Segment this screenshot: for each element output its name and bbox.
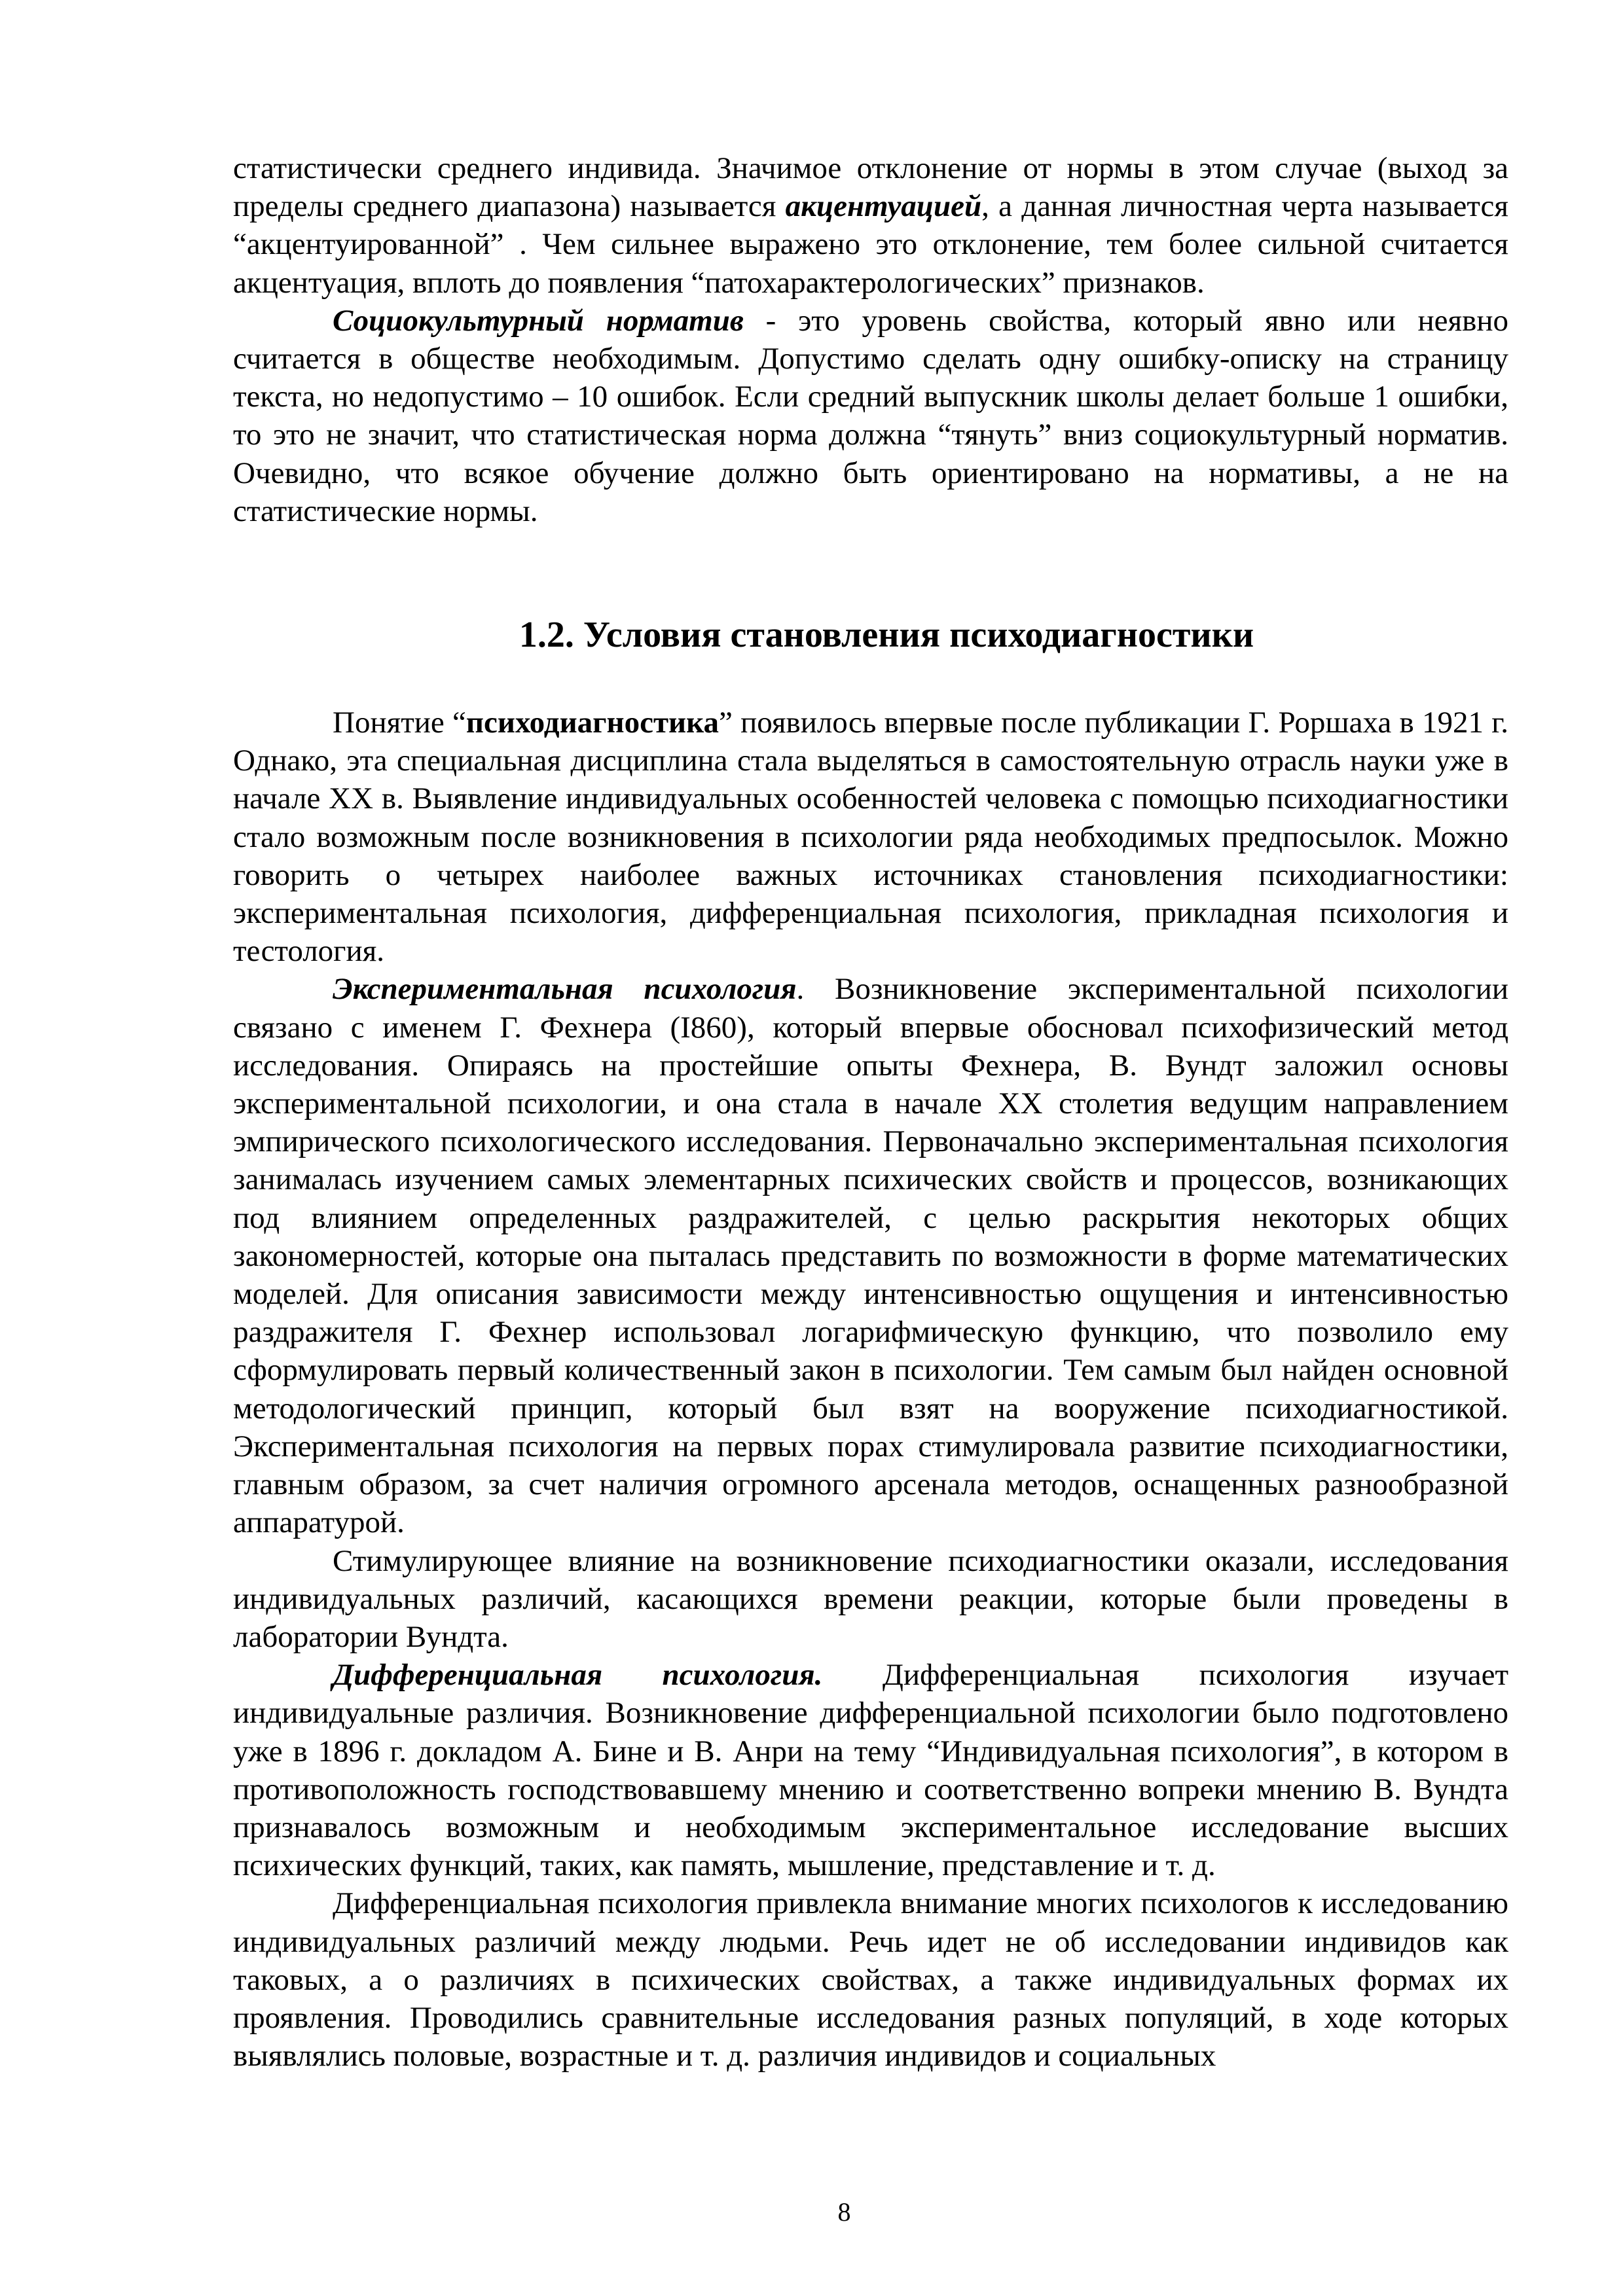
term-accentuation: акцентуацией [785,189,982,224]
paragraph-text: Дифференциальная психология привлекла внимание многих психологов к исследованию индивидуальных различий между людьми. Речь идет не об исследовании индивидов как таковых, а о различиях в психических свойствах, а также индивидуальных формах их проявления. Проводились сравнительные исследования разных популяций, в ходе которых выявлялись половые, возрастные и т. д. различия индивидов и социальных [233,1886,1508,2073]
paragraph-text: ” появилось впервые после публикации Г. Роршаха в 1921 г. Однако, эта специальная дисциплина стала выделяться в самостоятельную отрасль науки уже в начале XX в. Выявление индивидуальных особенностей человека с помощью психодиагностики стало возможным после возникновения в психологии ряда необходимых предпосылок. Можно говорить о четырех наиболее важных источниках становления психодиагностики: экспериментальная психология, дифференциальная психология, прикладная психология и тестология. [233,706,1508,969]
term-differential-psychology: Дифференциальная психология. [333,1658,823,1693]
page-number: 8 [837,2197,851,2227]
paragraph-text: Понятие “ [333,706,466,740]
spacer [233,658,1508,704]
paragraph-text: Дифференциальная психология изучает индивидуальные различия. Возникновение дифференциальной психологии было подготовлено уже в 1896 г. докладом А. Бине и В. Анри на тему “Индивидуальная психология”, в котором в противоположность господствовавшему мнению и соответственно вопреки мнению В. Вундта признавалось возможным и необходимым экспериментальное исследование высших психических функций, таких, как память, мышление, представление и т. д. [233,1658,1508,1883]
term-sociocultural-norm: Социокультурный норматив [333,303,744,338]
page-content [233,149,1508,2075]
paragraph-text: статистически среднего индивида. Значимое отклонение от нормы в этом случае (выход за пределы среднего диапазона) называется [233,151,1508,224]
paragraph-accentuation [233,149,1508,302]
paragraph-psychodiagnostics-concept [233,704,1508,970]
term-psychodiagnostics: психодиагностика [465,706,719,740]
paragraph-text: , а данная личностная черта называется “акцентуированной” . Чем сильнее выражено это отклонение, тем более сильной считается акцентуация, вплоть до появления “патохарактерологических” признаков. [233,189,1508,300]
paragraph-differential-psychology [233,1656,1508,1884]
section-heading: 1.2. Условия становления психодиагностики [519,615,1254,656]
paragraph-experimental-psychology [233,970,1508,1541]
paragraph-individual-differences [233,1884,1508,2075]
paragraph-text: - это уровень свойства, который явно или неявно считается в обществе необходимым. Допустимо сделать одну ошибку-описку на страницу текста, но недопустимо – 10 ошибок. Если средний выпускник школы делает больше 1 ошибки, то это не значит, что статистическая норма должна “тянуть” вниз социокультурный норматив. Очевидно, что всякое обучение должно быть ориентировано на нормативы, а не на статистические нормы. [233,303,1508,528]
term-experimental-psychology: Экспериментальная психология [333,972,797,1007]
paragraph-text: Стимулирующее влияние на возникновение психодиагностики оказали, исследования индивидуальных различий, касающихся времени реакции, которые были проведены в лаборатории Вундта. [233,1543,1508,1654]
paragraph-reaction-time [233,1542,1508,1657]
paragraph-sociocultural-norm [233,302,1508,530]
spacer [233,530,1508,612]
paragraph-text: . Возникновение экспериментальной психологии связано с именем Г. Фехнера (I860), который впервые обосновал психофизический метод исследования. Опираясь на простейшие опыты Фехнера, В. Вундт заложил основы экспериментальной психологии, и она стала в начале XX столетия ведущим направлением эмпирического психологического исследования. Первоначально экспериментальная психология занималась изучением самых элементарных психических свойств и процессов, возникающих под влиянием определенных раздражителей, с целью раскрытия некоторых общих закономерностей, которые она пыталась представить по возможности в форме математических моделей. Для описания зависимости между интенсивностью ощущения и интенсивностью раздражителя Г. Фехнер использовал логарифмическую функцию, что позволило ему сформулировать первый количественный закон в психологии. Тем самым был найден основной методологический принцип, который был взят на вооружение психодиагностикой. Экспериментальная психология на первых порах стимулировала развитие психодиагностики, главным образом, за счет наличия огромного арсенала методов, оснащенных разнообразной аппаратурой. [233,972,1508,1540]
